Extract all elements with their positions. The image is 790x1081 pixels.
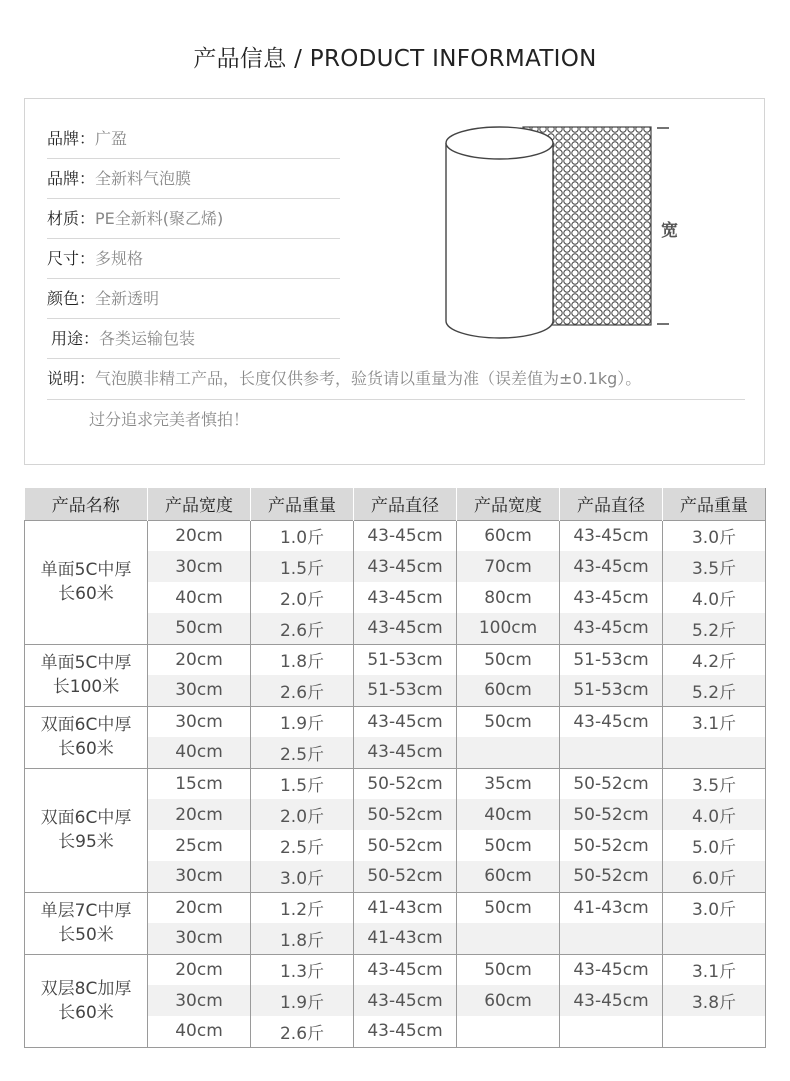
table-cell: 43-45cm xyxy=(560,706,663,737)
table-cell: 50-52cm xyxy=(560,830,663,861)
roll-body-fill xyxy=(446,143,553,321)
table-cell xyxy=(457,737,560,768)
table-cell: 80cm xyxy=(457,582,560,613)
table-cell: 2.5斤 xyxy=(251,737,354,768)
table-row xyxy=(25,520,766,551)
info-label: 颜色： xyxy=(47,289,96,308)
table-cell: 30cm xyxy=(148,551,251,582)
table-cell: 43-45cm xyxy=(354,1016,457,1047)
table-body xyxy=(25,520,766,1047)
info-label: 尺寸： xyxy=(47,249,96,268)
table-row xyxy=(25,768,766,799)
table-cell xyxy=(560,923,663,954)
table-cell xyxy=(663,737,766,768)
table-cell: 51-53cm xyxy=(354,644,457,675)
table-cell: 43-45cm xyxy=(354,520,457,551)
table-cell: 43-45cm xyxy=(354,706,457,737)
info-row-note xyxy=(47,359,641,399)
table-cell xyxy=(663,923,766,954)
header-cell: 产品重量 xyxy=(251,488,354,520)
table-cell: 25cm xyxy=(148,830,251,861)
width-label: 宽 xyxy=(661,221,678,241)
table-cell: 1.2斤 xyxy=(251,892,354,923)
table-cell: 4.2斤 xyxy=(663,644,766,675)
table-cell: 51-53cm xyxy=(354,675,457,706)
table-cell: 30cm xyxy=(148,706,251,737)
table-row xyxy=(25,954,766,985)
table-cell: 3.0斤 xyxy=(663,892,766,923)
info-label: 品牌： xyxy=(47,129,96,148)
note-value: 气泡膜非精工产品，长度仅供参考，验货请以重量为准（误差值为±0.1kg）。 xyxy=(95,369,642,388)
product-name-line: 双层8C加厚 xyxy=(40,978,132,999)
info-row-usage xyxy=(51,319,195,359)
table-cell: 51-53cm xyxy=(560,644,663,675)
table-header-row xyxy=(25,488,766,520)
table-cell: 51-53cm xyxy=(560,675,663,706)
product-name-cell xyxy=(25,768,148,892)
table-cell: 60cm xyxy=(457,675,560,706)
table-cell: 43-45cm xyxy=(560,582,663,613)
table-cell: 50-52cm xyxy=(354,861,457,892)
product-name-cell xyxy=(25,706,148,768)
table-cell: 3.1斤 xyxy=(663,954,766,985)
info-value: 全新料气泡膜 xyxy=(95,169,192,188)
table-cell: 35cm xyxy=(457,768,560,799)
table-cell xyxy=(560,737,663,768)
table-cell: 1.0斤 xyxy=(251,520,354,551)
table-cell: 1.8斤 xyxy=(251,923,354,954)
header-cell: 产品宽度 xyxy=(148,488,251,520)
table-cell xyxy=(457,1016,560,1047)
table-cell: 2.5斤 xyxy=(251,830,354,861)
table-cell: 41-43cm xyxy=(560,892,663,923)
table-cell: 43-45cm xyxy=(560,985,663,1016)
info-label: 材质： xyxy=(47,209,96,228)
page-title: 产品信息 / PRODUCT INFORMATION xyxy=(193,46,597,72)
table-cell: 5.2斤 xyxy=(663,613,766,644)
table-cell: 70cm xyxy=(457,551,560,582)
table-cell: 50-52cm xyxy=(354,799,457,830)
table-row xyxy=(25,892,766,923)
spec-table xyxy=(24,488,766,1048)
table-cell: 50-52cm xyxy=(560,768,663,799)
product-name-line: 双面6C中厚 xyxy=(40,715,132,735)
info-row-product xyxy=(47,159,191,199)
table-cell: 15cm xyxy=(148,768,251,799)
table-cell: 2.0斤 xyxy=(251,799,354,830)
info-value: PE全新料(聚乙烯) xyxy=(95,209,224,228)
header-cell: 产品重量 xyxy=(663,488,766,520)
table-cell: 4.0斤 xyxy=(691,590,737,610)
table-cell: 2.6斤 xyxy=(251,1016,354,1047)
table-cell: 50-52cm xyxy=(354,768,457,799)
table-cell: 43-45cm xyxy=(560,520,663,551)
info-row-size xyxy=(47,239,143,279)
product-length-line: 长50米 xyxy=(58,925,114,945)
table-cell: 2.6斤 xyxy=(251,613,354,644)
table-cell: 43-45cm xyxy=(354,551,457,582)
table-cell: 40cm xyxy=(457,799,560,830)
table-cell: 1.9斤 xyxy=(251,985,354,1016)
table-cell: 30cm xyxy=(148,985,251,1016)
table-cell: 6.0斤 xyxy=(663,861,766,892)
product-name-line: 单层7C中厚 xyxy=(40,901,132,921)
table-cell: 1.5斤 xyxy=(251,768,354,799)
table-cell: 20cm xyxy=(148,799,251,830)
roll-top-ellipse xyxy=(446,127,553,159)
table-cell: 50cm xyxy=(148,613,251,644)
table-cell: 1.9斤 xyxy=(251,706,354,737)
table-cell: 5.0斤 xyxy=(691,838,737,858)
info-value: 全新透明 xyxy=(95,289,160,308)
table-cell: 20cm xyxy=(148,520,251,551)
product-name-line: 单面5C中厚 xyxy=(40,653,132,673)
table-cell: 20cm xyxy=(148,954,251,985)
table-cell: 43-45cm xyxy=(354,613,457,644)
info-value: 多规格 xyxy=(95,249,144,268)
table-cell: 43-45cm xyxy=(560,954,663,985)
table-cell: 50cm xyxy=(457,644,560,675)
table-cell: 50-52cm xyxy=(354,830,457,861)
table-row xyxy=(25,644,766,675)
info-row-color xyxy=(47,279,159,319)
table-cell: 3.5斤 xyxy=(663,768,766,799)
roll-bottom-curve xyxy=(446,321,553,338)
product-name-line: 双面6C中厚 xyxy=(40,808,132,828)
table-cell xyxy=(560,1016,663,1047)
table-cell: 50cm xyxy=(457,892,560,923)
table-cell: 50cm xyxy=(457,954,560,985)
header-cell: 产品直径 xyxy=(354,488,457,520)
table-cell: 20cm xyxy=(148,644,251,675)
product-name-cell xyxy=(25,954,148,1047)
table-cell: 43-45cm xyxy=(560,613,663,644)
table-cell: 3.1斤 xyxy=(663,706,766,737)
table-cell: 40cm xyxy=(148,582,251,613)
product-name-line: 单面5C中厚 xyxy=(40,560,132,580)
info-row-brand xyxy=(47,119,127,159)
product-length-line: 长60米 xyxy=(58,1002,114,1023)
header-cell: 产品直径 xyxy=(560,488,663,520)
table-cell: 30cm xyxy=(148,861,251,892)
table-cell: 43-45cm xyxy=(354,954,457,985)
product-length-line: 长100米 xyxy=(52,677,120,697)
note-warning: 过分追求完美者慎拍！ xyxy=(89,410,250,429)
table-cell: 40cm xyxy=(148,1016,251,1047)
table-cell: 41-43cm xyxy=(354,892,457,923)
table-cell: 30cm xyxy=(148,923,251,954)
table-cell: 60cm xyxy=(457,520,560,551)
table-cell: 1.5斤 xyxy=(251,551,354,582)
table-cell: 3.0斤 xyxy=(251,861,354,892)
product-length-line: 长60米 xyxy=(58,584,114,604)
table-row xyxy=(25,706,766,737)
info-value: 广盈 xyxy=(95,129,128,148)
table-cell: 2.6斤 xyxy=(251,675,354,706)
table-cell xyxy=(663,1016,766,1047)
table-cell: 4.0斤 xyxy=(663,799,766,830)
table-cell: 5.2斤 xyxy=(663,675,766,706)
table-cell: 41-43cm xyxy=(354,923,457,954)
table-cell: 3.8斤 xyxy=(663,985,766,1016)
info-label: 用途： xyxy=(51,329,100,348)
table-cell: 100cm xyxy=(457,613,560,644)
table-cell: 1.3斤 xyxy=(251,954,354,985)
table-cell: 60cm xyxy=(457,861,560,892)
info-row-material xyxy=(47,199,223,239)
table-cell xyxy=(457,923,560,954)
product-name-cell xyxy=(25,892,148,954)
info-value: 各类运输包装 xyxy=(99,329,196,348)
table-cell: 3.5斤 xyxy=(663,551,766,582)
header-cell: 产品宽度 xyxy=(457,488,560,520)
header-cell: 产品名称 xyxy=(25,488,148,520)
table-cell: 50cm xyxy=(457,706,560,737)
table-cell: 30cm xyxy=(148,675,251,706)
table-cell: 50-52cm xyxy=(560,799,663,830)
product-info-panel xyxy=(24,98,765,465)
divider xyxy=(47,399,745,400)
table-cell: 1.8斤 xyxy=(251,644,354,675)
table-cell: 20cm xyxy=(148,892,251,923)
table-cell: 43-45cm xyxy=(354,582,457,613)
table-cell: 43-45cm xyxy=(354,985,457,1016)
table-cell: 60cm xyxy=(457,985,560,1016)
table-cell: 50cm xyxy=(457,830,560,861)
table-cell: 40cm xyxy=(148,737,251,768)
product-length-line: 长95米 xyxy=(58,832,114,852)
table-cell: 3.0斤 xyxy=(663,520,766,551)
info-label: 品牌： xyxy=(47,169,96,188)
product-name-cell xyxy=(25,644,148,706)
table-cell: 2.0斤 xyxy=(251,582,354,613)
note-label: 说明： xyxy=(47,369,96,388)
table-cell: 50-52cm xyxy=(560,861,663,892)
product-name-cell xyxy=(25,520,148,644)
table-cell: 43-45cm xyxy=(560,551,663,582)
product-length-line: 长60米 xyxy=(58,739,114,759)
table-cell: 43-45cm xyxy=(354,737,457,768)
